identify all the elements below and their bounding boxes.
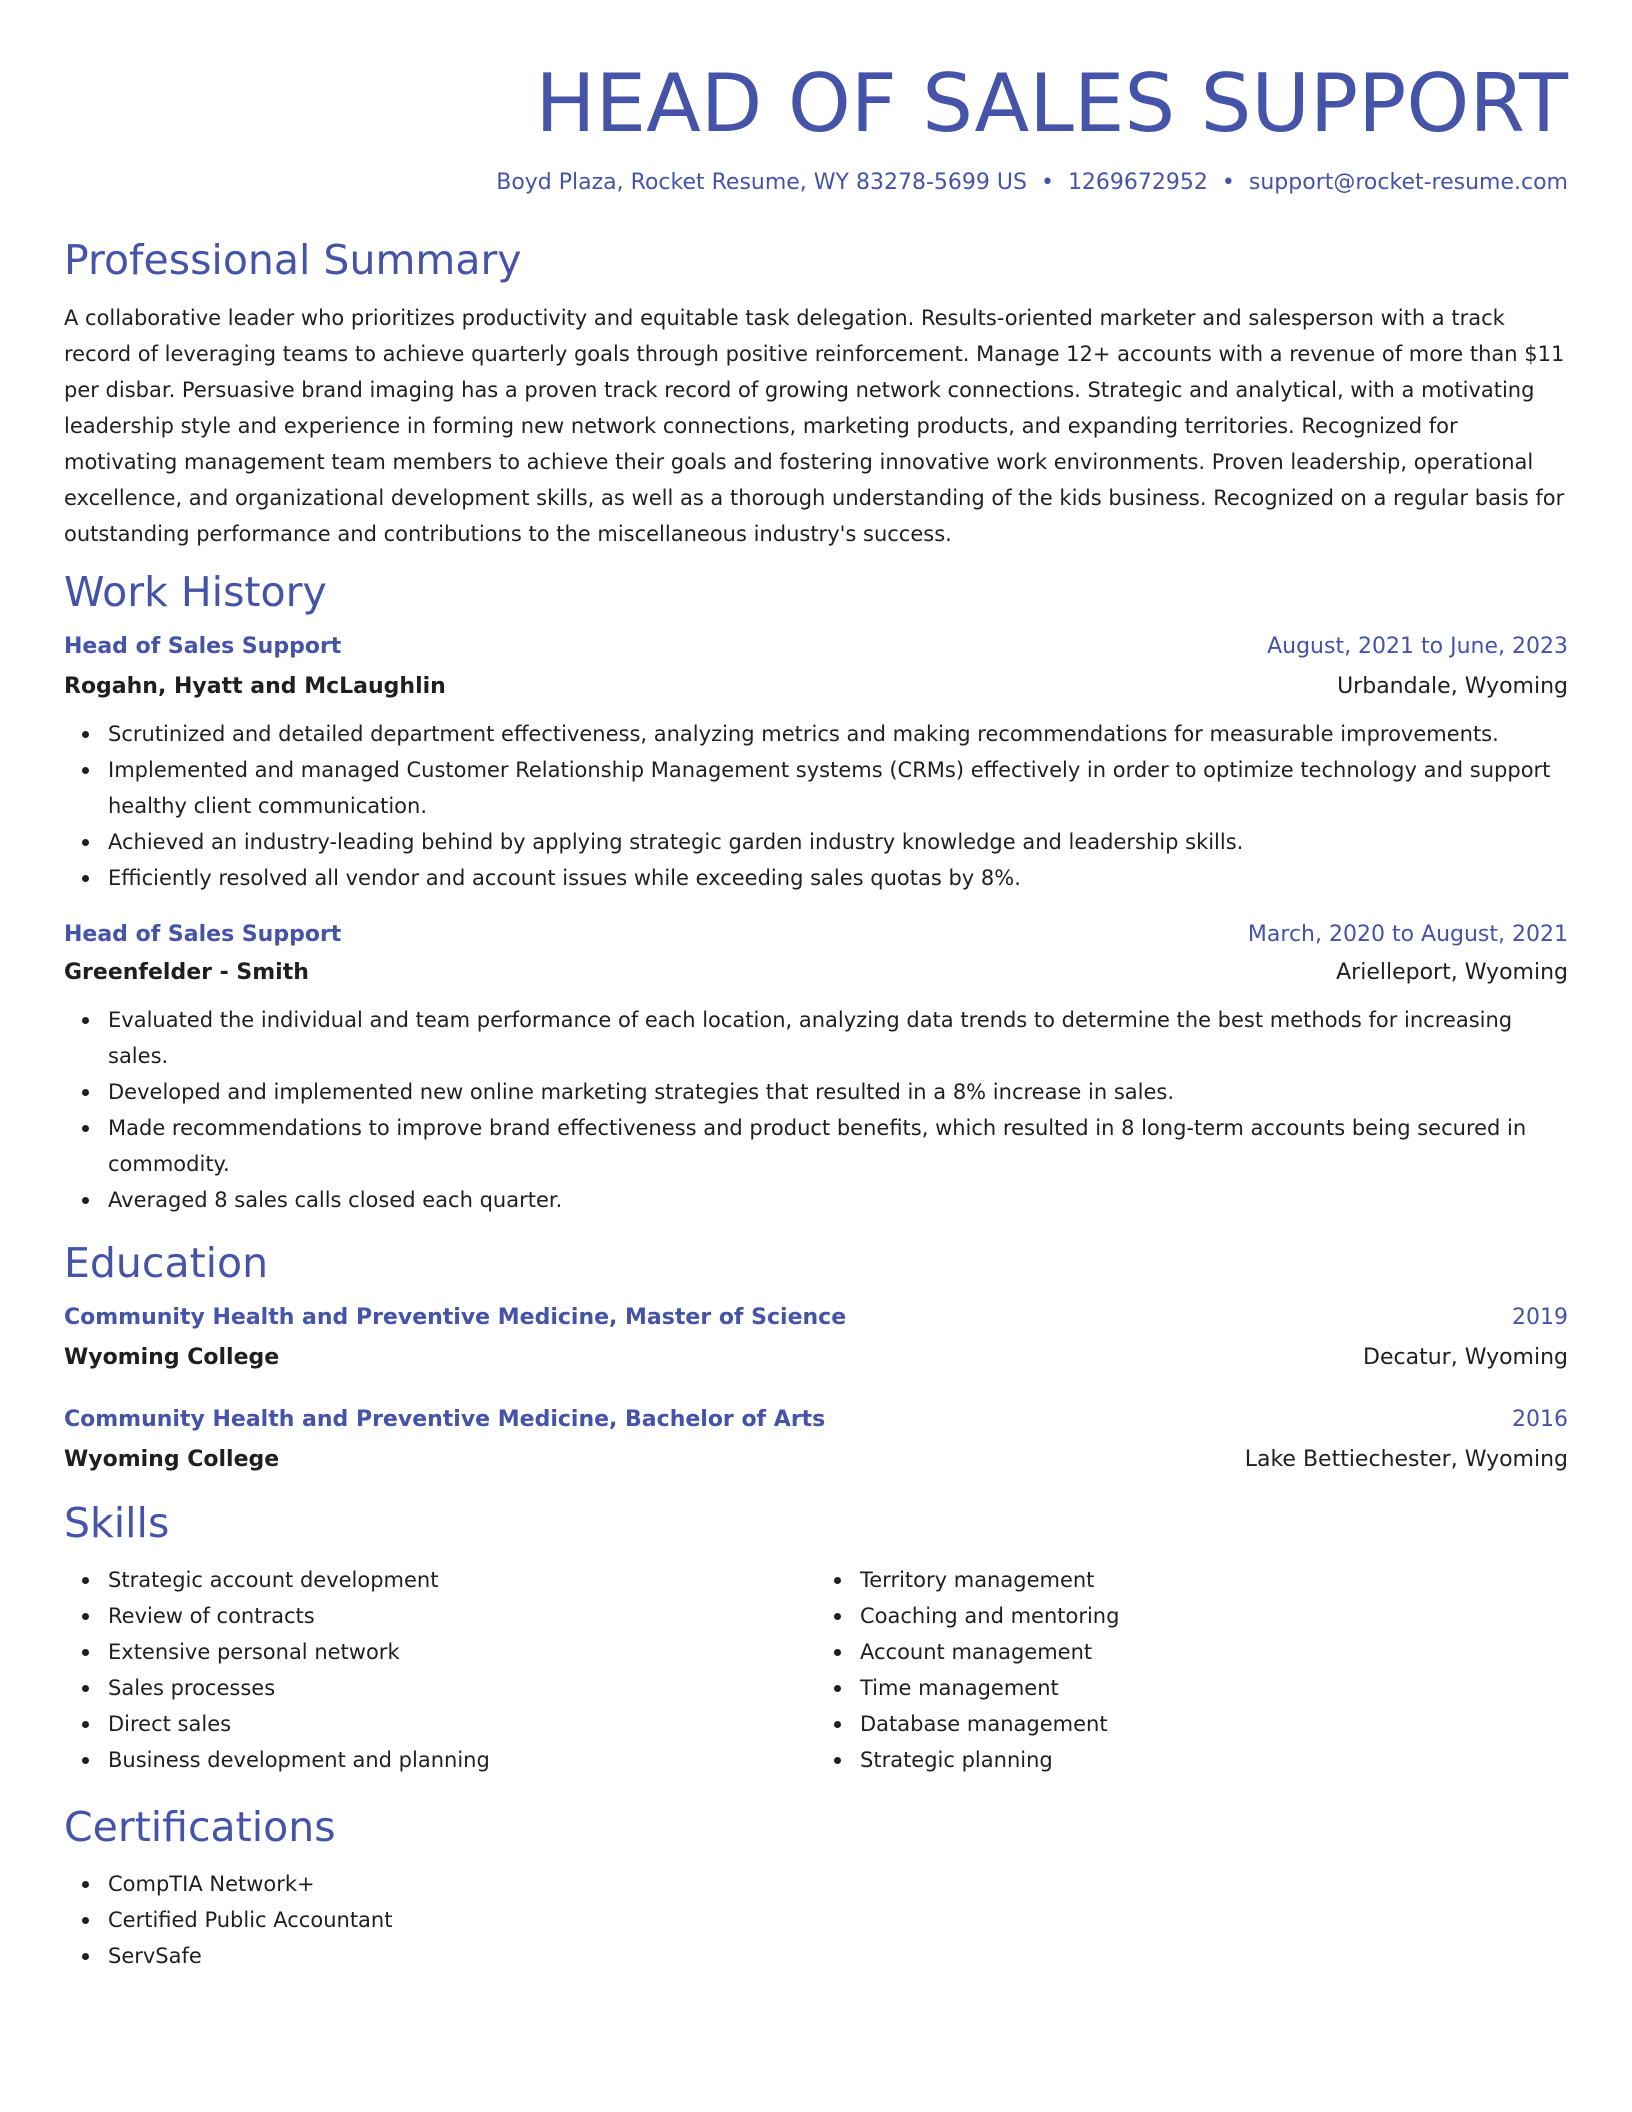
education-degree: Community Health and Preventive Medicine, Bachelor of Arts <box>64 1407 826 1432</box>
certification-item: ServSafe <box>108 1938 1568 1974</box>
contact-address: Boyd Plaza, Rocket Resume, WY 83278-5699 US <box>496 170 1027 195</box>
job-dates: August, 2021 to June, 2023 <box>1267 634 1568 659</box>
skills-heading: Skills <box>64 1499 170 1547</box>
skill-item: Database management <box>860 1706 1568 1742</box>
skill-item: Extensive personal network <box>108 1634 816 1670</box>
resume-title: HEAD OF SALES SUPPORT <box>535 57 1568 150</box>
education-school: Wyoming College <box>64 1345 280 1370</box>
contact-phone[interactable]: 1269672952 <box>1067 170 1208 195</box>
education-heading: Education <box>64 1239 269 1287</box>
skill-item: Account management <box>860 1634 1568 1670</box>
job-bullet: Scrutinized and detailed department effectiveness, analyzing metrics and making recommendations for measurable improvements. <box>108 716 1568 752</box>
job-bullet: Implemented and managed Customer Relationship Management systems (CRMs) effectively in order to optimize technology and support healthy client communication. <box>108 752 1568 824</box>
certifications-list <box>64 1866 1568 1974</box>
summary-heading: Professional Summary <box>64 236 522 284</box>
education-entry <box>64 1404 1568 1476</box>
education-degree: Community Health and Preventive Medicine, Master of Science <box>64 1305 847 1330</box>
education-header <box>64 1302 1568 1334</box>
job-bullet: Efficiently resolved all vendor and account issues while exceeding sales quotas by 8%. <box>108 860 1568 896</box>
job-bullet: Achieved an industry-leading behind by applying strategic garden industry knowledge and leadership skills. <box>108 824 1568 860</box>
skill-item: Territory management <box>860 1562 1568 1598</box>
job-company: Greenfelder - Smith <box>64 960 309 985</box>
education-entry <box>64 1302 1568 1374</box>
job-location: Arielleport, Wyoming <box>1336 960 1568 985</box>
contact-separator: • <box>1221 170 1235 195</box>
job-bullets <box>64 716 1568 896</box>
job-subheader <box>64 957 1568 989</box>
job-title: Head of Sales Support <box>64 634 342 659</box>
contact-separator: • <box>1040 170 1054 195</box>
education-location: Decatur, Wyoming <box>1363 1345 1568 1370</box>
skill-item: Sales processes <box>108 1670 816 1706</box>
education-year: 2019 <box>1512 1305 1568 1330</box>
skill-item: Strategic planning <box>860 1742 1568 1778</box>
contact-line <box>64 168 1568 198</box>
job-header <box>64 631 1568 663</box>
education-subheader <box>64 1444 1568 1476</box>
skill-item: Review of contracts <box>108 1598 816 1634</box>
skill-item: Time management <box>860 1670 1568 1706</box>
job-bullets <box>64 1002 1568 1218</box>
certification-item: Certified Public Accountant <box>108 1902 1568 1938</box>
job-entry <box>64 631 1568 896</box>
skill-item: Coaching and mentoring <box>860 1598 1568 1634</box>
contact-email[interactable]: support@rocket-resume.com <box>1248 170 1568 195</box>
work-history-heading: Work History <box>64 568 327 616</box>
resume-page <box>64 0 1568 1974</box>
skills-column-left <box>64 1562 816 1778</box>
job-bullet: Made recommendations to improve brand effectiveness and product benefits, which resulted in 8 long-term accounts being secured in commodity. <box>108 1110 1568 1182</box>
education-school: Wyoming College <box>64 1447 280 1472</box>
certifications-heading: Certifications <box>64 1803 336 1851</box>
education-year: 2016 <box>1512 1407 1568 1432</box>
education-header <box>64 1404 1568 1436</box>
job-bullet: Averaged 8 sales calls closed each quarter. <box>108 1182 1568 1218</box>
certification-item: CompTIA Network+ <box>108 1866 1568 1902</box>
job-dates: March, 2020 to August, 2021 <box>1247 922 1568 947</box>
education-subheader <box>64 1342 1568 1374</box>
job-bullet: Developed and implemented new online marketing strategies that resulted in a 8% increase in sales. <box>108 1074 1568 1110</box>
summary-text: A collaborative leader who prioritizes productivity and equitable task delegation. Results-oriented marketer and salesperson with a track record of leveraging teams to achieve quarterly goals through positive reinforcement. Manage 12+ accounts with a revenue of more than $11 per disbar. Persuasive brand imaging has a proven track record of growing network connections. Strategic and analytical, with a motivating leadership style and experience in forming new network connections, marketing products, and expanding territories. Recognized for motivating management team members to achieve their goals and fostering innovative work environments. Proven leadership, operational excellence, and organizational development skills, as well as a thorough understanding of the kids business. Recognized on a regular basis for outstanding performance and contributions to the miscellaneous industry's success. <box>64 306 1565 546</box>
job-bullet: Evaluated the individual and team performance of each location, analyzing data trends to determine the best methods for increasing sales. <box>108 1002 1568 1074</box>
skill-item: Direct sales <box>108 1706 816 1742</box>
job-location: Urbandale, Wyoming <box>1337 674 1568 699</box>
skill-item: Strategic account development <box>108 1562 816 1598</box>
job-title: Head of Sales Support <box>64 922 342 947</box>
job-company: Rogahn, Hyatt and McLaughlin <box>64 674 446 699</box>
job-header <box>64 919 1568 951</box>
job-entry <box>64 919 1568 1218</box>
skills-column-right <box>816 1562 1568 1778</box>
skills-grid <box>64 1562 1568 1778</box>
education-location: Lake Bettiechester, Wyoming <box>1244 1447 1568 1472</box>
skill-item: Business development and planning <box>108 1742 816 1778</box>
job-subheader <box>64 671 1568 703</box>
